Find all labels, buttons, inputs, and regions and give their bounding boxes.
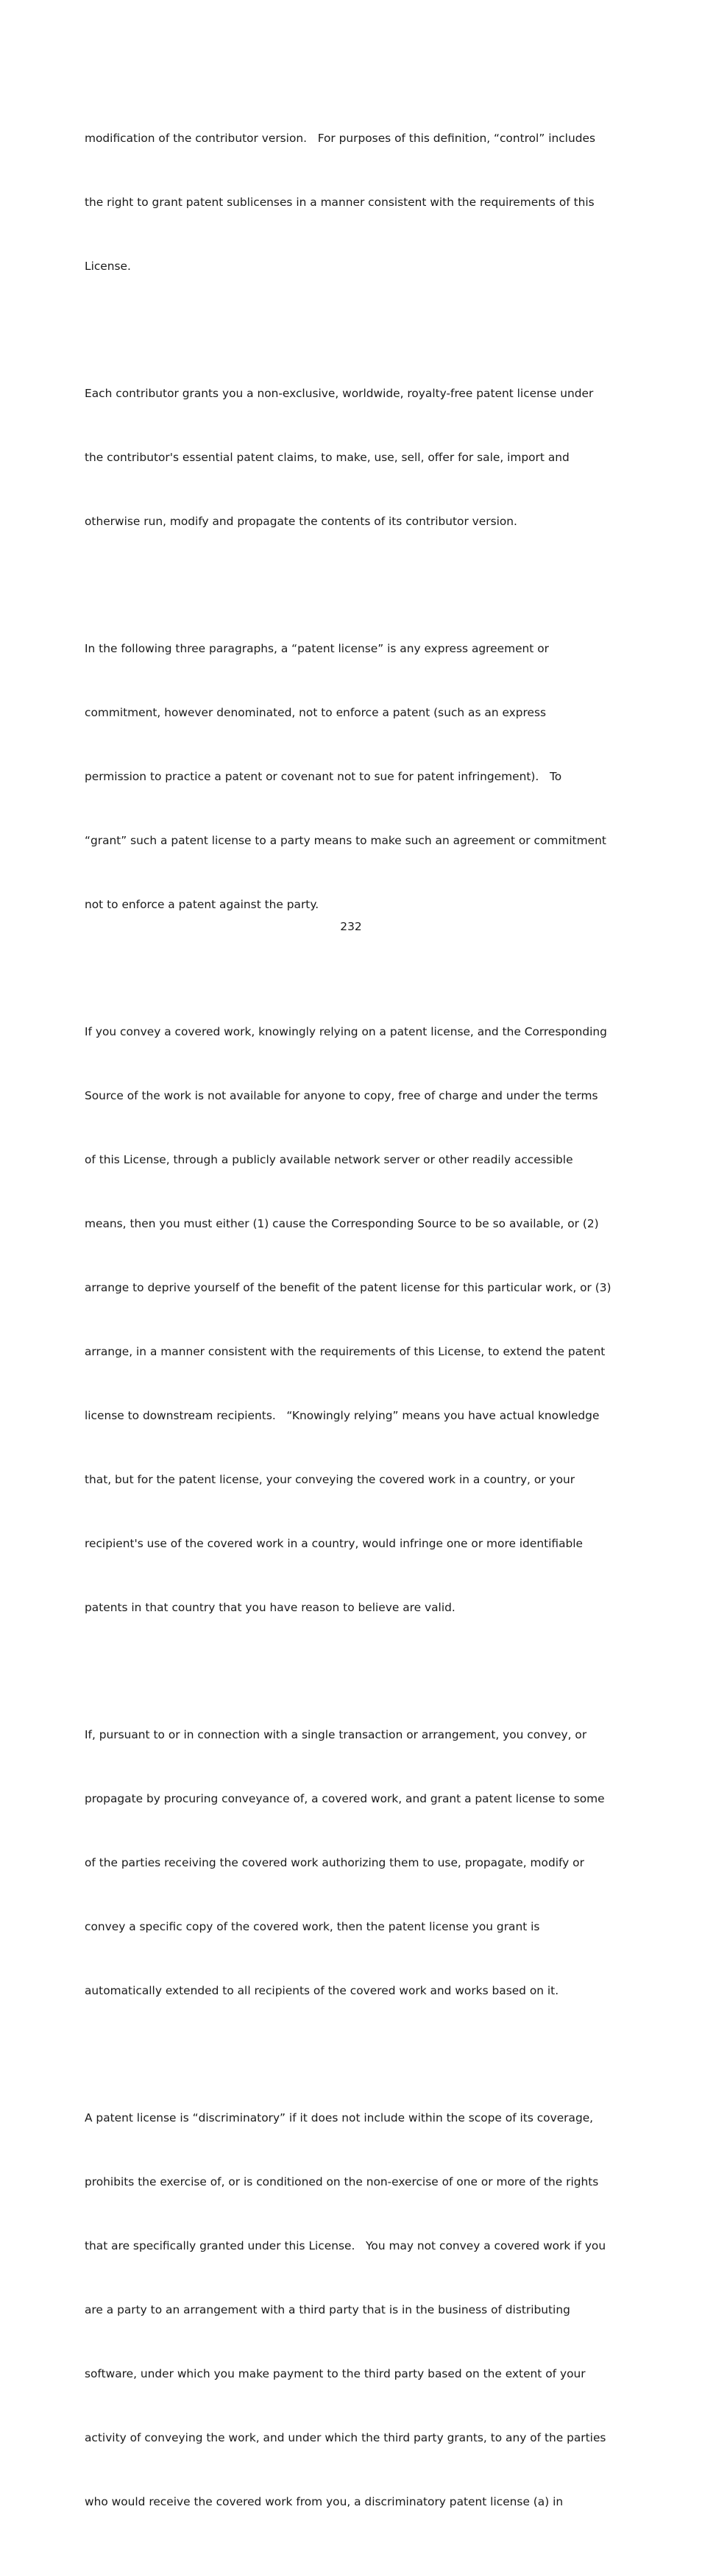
text-line: not to enforce a patent against the party. xyxy=(85,898,319,911)
text-line: software, under which you make payment to the third party based on the extent of your xyxy=(85,2367,586,2380)
text-line: propagate by procuring conveyance of, a covered work, and grant a patent license to some xyxy=(85,1792,605,1805)
paragraph xyxy=(85,979,629,1661)
page-number: 232 xyxy=(340,920,362,933)
text-line: are a party to an arrangement with a third party that is in the business of distributing xyxy=(85,2303,570,2316)
text-line: automatically extended to all recipients of the covered work and works based on it. xyxy=(85,1984,559,1997)
text-line: otherwise run, modify and propagate the contents of its contributor version. xyxy=(85,515,517,528)
text-line: that, but for the patent license, your conveying the covered work in a country, or your xyxy=(85,1473,575,1486)
text-line: that are specifically granted under this License. You may not convey a covered work if you xyxy=(85,2239,606,2252)
paragraph xyxy=(85,2065,629,2555)
paragraph xyxy=(85,1682,629,2044)
text-line: license to downstream recipients. “Knowingly relying” means you have actual knowledge xyxy=(85,1409,600,1422)
text-line: modification of the contributor version. For purposes of this definition, “control” includes xyxy=(85,132,595,145)
text-line: of the parties receiving the covered work authorizing them to use, propagate, modify or xyxy=(85,1856,584,1869)
text-line: of this License, through a publicly available network server or other readily accessible xyxy=(85,1153,573,1166)
text-line: activity of conveying the work, and under which the third party grants, to any of the parties xyxy=(85,2431,606,2444)
text-line: In the following three paragraphs, a “patent license” is any express agreement or xyxy=(85,642,549,655)
text-line: arrange to deprive yourself of the benefit of the patent license for this particular work, or (3) xyxy=(85,1281,611,1294)
text-line: convey a specific copy of the covered work, then the patent license you grant is xyxy=(85,1920,540,1933)
text-line: “grant” such a patent license to a party means to make such an agreement or commitment xyxy=(85,834,606,847)
text-line: recipient's use of the covered work in a country, would infringe one or more identifiable xyxy=(85,1537,584,1550)
document-body xyxy=(85,85,629,2576)
paragraph xyxy=(85,85,629,320)
text-line: permission to practice a patent or covenant not to sue for patent infringement). To xyxy=(85,770,562,783)
text-line: the right to grant patent sublicenses in a manner consistent with the requirements of this xyxy=(85,196,595,209)
text-line: Each contributor grants you a non-exclusive, worldwide, royalty-free patent license under xyxy=(85,387,594,400)
paragraph xyxy=(85,596,629,958)
text-line: A patent license is “discriminatory” if it does not include within the scope of its coverage, xyxy=(85,2111,594,2124)
text-line: arrange, in a manner consistent with the requirements of this License, to extend the patent xyxy=(85,1345,606,1358)
text-line: If you convey a covered work, knowingly relying on a patent license, and the Corresponding xyxy=(85,1025,607,1038)
text-line: Source of the work is not available for anyone to copy, free of charge and under the terms xyxy=(85,1089,598,1102)
text-line: the contributor's essential patent claims, to make, use, sell, offer for sale, import and xyxy=(85,451,570,464)
text-line: commitment, however denominated, not to enforce a patent (such as an express xyxy=(85,706,547,719)
text-line: If, pursuant to or in connection with a single transaction or arrangement, you convey, or xyxy=(85,1728,587,1741)
text-line: who would receive the covered work from you, a discriminatory patent license (a) in xyxy=(85,2495,564,2508)
paragraph xyxy=(85,340,629,575)
text-line: means, then you must either (1) cause the Corresponding Source to be so available, or (2) xyxy=(85,1217,599,1230)
text-line: patents in that country that you have reason to believe are valid. xyxy=(85,1601,455,1614)
text-line: prohibits the exercise of, or is conditioned on the non-exercise of one or more of the rights xyxy=(85,2175,599,2188)
text-line: License. xyxy=(85,260,131,273)
